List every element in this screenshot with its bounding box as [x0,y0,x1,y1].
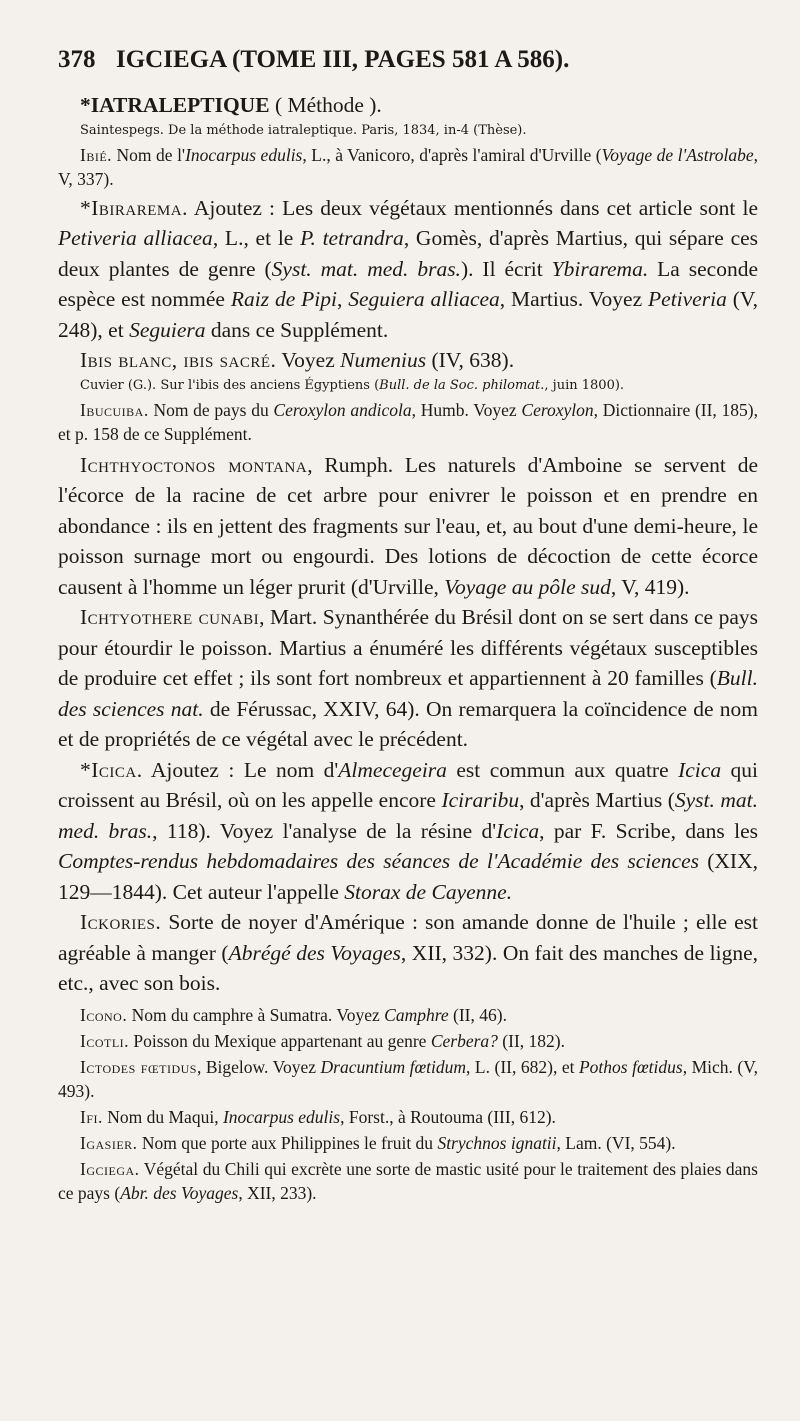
entry-text: , 118). Voyez l'analyse de la résine d' [152,818,497,843]
italic-term: Petiveria [648,287,727,311]
entry-icica [58,755,758,908]
entry-text: (XIX, 129—1844). Cet auteur l'appelle [58,849,758,904]
italic-term: Camphre [384,1004,449,1025]
entry-text: , Forst., à Routouma (III, 612). [340,1106,556,1127]
entry-text: , Gomès, d'après Martius, qui sépare ces deux plantes de genre ( [58,226,759,281]
headword: Ibucuiba. [80,399,149,420]
bibliography-cuvier [58,376,758,396]
italic-term: Inocarpus edulis [185,144,303,165]
entry-text: , [336,287,349,311]
headword: Icotli. [80,1030,130,1051]
entry-text: Nom de l' [112,144,186,165]
entry-text: Nom que porte aux Philippines le fruit du [137,1132,438,1153]
bibliography-saintespegs [58,121,758,141]
headword: Ichthyoctonos montana [80,452,308,477]
entry-text: Nom du camphre à Sumatra. Voyez [127,1004,385,1025]
entry-text: , Rumph. Les naturels d'Amboine se servent de l'écorce de la racine de cet arbre pour enivrer le poisson et en prendre en abondance : ils en jettent des fragments sur l'eau, et, au bout d'une demi-heure, le poisson surnage mort ou engourdi. Des lotions de décoction de cette écorce causent à l'homme un léger prurit (d'Urville, [58,452,759,599]
entry-igasier [58,1131,758,1155]
entry-text: Végétal du Chili qui excrète une sorte de mastic usité pour le traitement des plaies dans ce pays ( [58,1158,758,1203]
entry-ictodes [58,1055,758,1103]
italic-reference: Abrégé des Voyages [228,940,401,965]
entry-ickories [58,907,758,999]
entry-ibucuiba [58,398,758,446]
italic-term: Inocarpus edulis [222,1106,341,1127]
italic-term: Ceroxylon [521,399,594,420]
entry-text: , Martius. Voyez [499,287,649,311]
author: Saintespegs. [80,122,164,138]
italic-term: Seguiera [129,317,206,342]
entry-text: ( Méthode ). [269,93,382,117]
entry-text: Ajoutez : Les deux végétaux mentionnés dans cet article sont le [187,195,758,220]
entry-text: (IV, 638). [426,348,515,372]
entry-text: est commun aux quatre [446,757,679,782]
entry-text: qui croissent au Brésil, où on les appelle encore [58,757,759,812]
italic-term: Ybirarema. [551,256,649,281]
entry-text: Nom du Maqui, [102,1106,223,1127]
entry-text: , Dictionnaire (II, 185), et p. 158 de ce Supplément. [58,399,758,444]
entry-igciega [58,1157,758,1205]
entry-text: , L., et le [212,226,301,250]
entry-text: , Bigelow. Voyez [196,1056,321,1077]
reference-text: , juin 1800). [544,377,625,393]
entry-ifi [58,1105,758,1129]
headword: *Ibirarema. [80,195,188,220]
italic-reference: Bull. des sciences nat. [58,666,758,721]
italic-term: Strychnos ignatii [437,1132,557,1153]
italic-term: P. tetrandra [300,226,404,250]
page-content [58,46,758,1205]
entry-text: , par F. Scribe, dans les [539,818,758,843]
running-head [58,46,758,88]
italic-term: Numenius [340,348,427,372]
entry-text: , Humb. Voyez [411,399,522,420]
entry-ichthyoctonos [58,450,758,603]
headword: Ibié. [80,144,113,165]
italic-term: Raiz de Pipi [230,287,337,311]
entry-text: Nom de pays du [148,399,274,420]
entry-text: , Mich. (V, 493). [58,1056,758,1101]
entry-icono [58,1003,758,1027]
headword: Igciega. [80,1158,140,1179]
italic-reference: Abr. des Voyages [120,1182,239,1203]
reference-text: De la méthode iatraleptique. Paris, 1834, in-4 (Thèse). [163,122,527,138]
entry-text: de Férussac, XXIV, 64). On remarquera la coïncidence de nom et de propriétés de ce végétal avec le précédent. [58,696,758,751]
entry-text: , V, 419). [610,574,690,599]
headword: Ichtyothere cunabi [80,605,260,629]
italic-reference: Syst. mat. med. bras. [58,788,758,843]
italic-term: Storax de Cayenne. [344,879,513,904]
italic-reference: Comptes-rendus hebdomadaires des séances de l'Académie des sciences [58,849,699,873]
italic-term: Petiveria alliacea [58,226,213,250]
headword: Ickories. [80,910,162,934]
entry-text: Voyez [276,348,341,372]
entry-text: , XII, 332). On fait des manches de ligne, etc., avec son bois. [58,940,759,995]
italic-term: Icica [678,757,722,782]
reference-text: Cuvier (G.). Sur l'ibis des anciens Égyptiens ( [80,377,380,393]
italic-term: Ceroxylon andicola [273,399,412,420]
headword: *Icica. [80,757,143,782]
entry-text: Ajoutez : Le nom d' [142,757,339,782]
entry-text: , Mart. Synanthérée du Brésil dont on se sert dans ce pays pour étourdir le poisson. Martius a énuméré les différents végétaux susceptibles de produire cet effet ; ils sont fort nombreux et appartiennent à 20 familles ( [58,605,758,690]
headword: Igasier. [80,1132,138,1153]
italic-term: Iciraribu [441,788,520,812]
entry-text: , L. (II, 682), et [466,1056,579,1077]
italic-term: Icica [496,818,540,843]
entry-iatraleptique [58,90,758,121]
italic-reference: Voyage au pôle sud [444,574,611,599]
italic-term: Cerbera? [430,1030,498,1051]
entry-ibie [58,143,758,191]
entry-text: La seconde espèce est nommée [58,256,759,311]
headword: Ifi. [80,1106,103,1127]
italic-reference: Voyage de l'Astrolabe [601,144,754,165]
headword: Ibis blanc, ibis sacré. [80,348,277,372]
italic-reference: Syst. mat. med. bras. [271,256,461,281]
entry-text: (V, 248), et [58,287,758,342]
entry-icotli [58,1029,758,1053]
italic-term: Pothos fœtidus [578,1056,683,1077]
entry-text: dans ce Supplément. [205,317,389,342]
entry-text: Sorte de noyer d'Amérique : son amande donne de l'huile ; elle est agréable à manger ( [58,910,758,965]
entry-text: Poisson du Mexique appartenant au genre [129,1030,431,1051]
italic-term: Almecegeira [338,757,447,782]
entry-ichtyothere [58,602,758,755]
italic-term: Dracuntium fœtidum [320,1056,467,1077]
italic-reference: Bull. de la Soc. philomat. [379,377,545,393]
page-number: 378 [58,46,96,73]
entry-ibis [58,345,758,376]
entry-text: (II, 46). [448,1004,507,1025]
entry-text: ). Il écrit [460,256,552,281]
entry-ibirarema [58,193,758,346]
italic-term: Seguiera alliacea [348,287,500,311]
entry-text: , L., à Vanicoro, d'après l'amiral d'Urville ( [302,144,602,165]
entry-text: , d'après Martius ( [519,788,675,812]
running-title: IGCIEGA (TOME III, PAGES 581 A 586). [116,46,570,73]
entry-text: , XII, 233). [238,1182,317,1203]
entry-text: (II, 182). [497,1030,565,1051]
headword: Ictodes fœtidus [80,1056,197,1077]
headword: *IATRALEPTIQUE [80,93,270,117]
headword: Icono. [80,1004,128,1025]
entry-text: , Lam. (VI, 554). [556,1132,676,1153]
entry-text: , V, 337). [58,144,758,189]
